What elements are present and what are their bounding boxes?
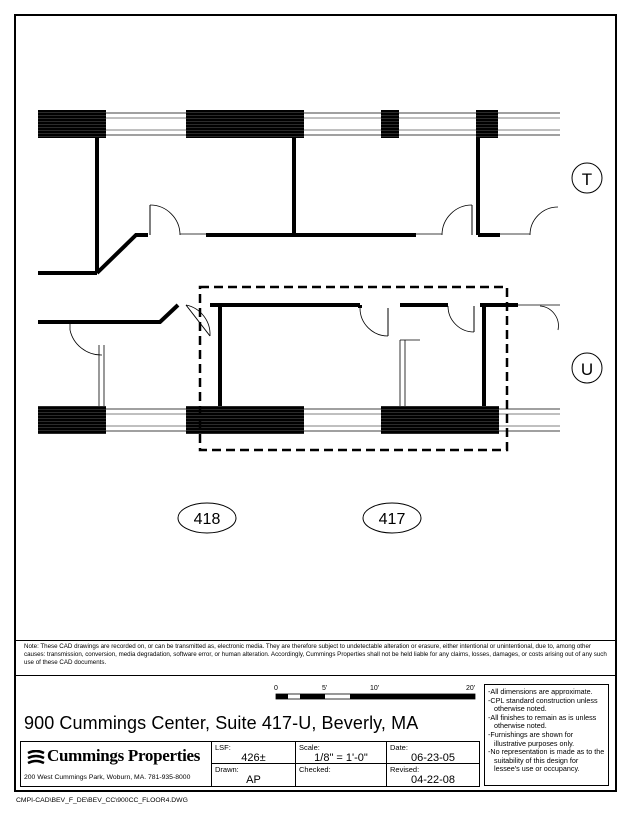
scale-label-5: 5' [322, 685, 328, 692]
checked-label: Checked: [299, 765, 331, 774]
company-logo-icon [26, 750, 46, 766]
drawn-cell [211, 764, 295, 786]
scale-value: 1/8" = 1'-0" [314, 752, 368, 764]
revised-label: Revised: [390, 765, 420, 774]
date-label: Date: [390, 743, 408, 752]
info-table [20, 741, 480, 787]
logo-cell [21, 742, 211, 786]
date-cell [386, 742, 479, 764]
scale-label-20: 20' [466, 685, 476, 692]
disclaimer-box [484, 684, 609, 786]
disclaimer-item: -No representation is made as to the suitability of this design for lessee's use or occupancy. [488, 747, 605, 774]
date-value: 06-23-05 [410, 752, 456, 764]
file-path: CMPI-CAD\BEV_F_DE\BEV_CC\900CC_FLOOR4.DWG [16, 797, 188, 804]
lsf-value: 426± [241, 752, 266, 764]
svg-text:417: 417 [378, 511, 406, 528]
revised-value: 04-22-08 [410, 774, 456, 786]
scale-label-0: 0 [274, 685, 278, 692]
svg-text:T: T [581, 170, 593, 189]
disclaimer-item: -CPL standard construction unless otherwise noted. [488, 695, 598, 714]
scale-cell [295, 742, 386, 764]
disclaimer-item: -Furnishings are shown for illustrative purposes only. [488, 729, 575, 748]
drawn-value: AP [246, 774, 261, 786]
svg-text:418: 418 [193, 511, 221, 528]
suite-title: 900 Cummings Center, Suite 417-U, Beverly, MA [24, 713, 419, 733]
company-name: Cummings Properties [47, 746, 201, 765]
drawn-label: Drawn: [215, 765, 239, 774]
checked-cell [295, 764, 386, 786]
company-address: 200 West Cummings Park, Woburn, MA. 781-935-8000 [24, 774, 191, 781]
disclaimer-item: -All dimensions are approximate. [488, 687, 593, 696]
title-block [16, 680, 615, 790]
lsf-cell [211, 742, 295, 764]
svg-text:U: U [580, 360, 594, 379]
lsf-label: LSF: [215, 743, 231, 752]
cad-note: Note: These CAD drawings are recorded on, or can be transmitted as, electronic media. They are therefore subject to undetectable alteration or erasure, either intentional or unintentional, due to, among other causes: transmission, conversion, media degradation, software error, or human alteration. Accordingly, Cummings Properties shall not be held liable for any claims, losses, damages, or costs arising out of any such use of these CAD documents. [16, 640, 615, 676]
scale-label: Scale: [299, 743, 320, 752]
revised-cell [386, 764, 479, 786]
scale-label-10: 10' [370, 685, 380, 692]
disclaimer-item: -All finishes to remain as is unless otherwise noted. [488, 712, 597, 731]
